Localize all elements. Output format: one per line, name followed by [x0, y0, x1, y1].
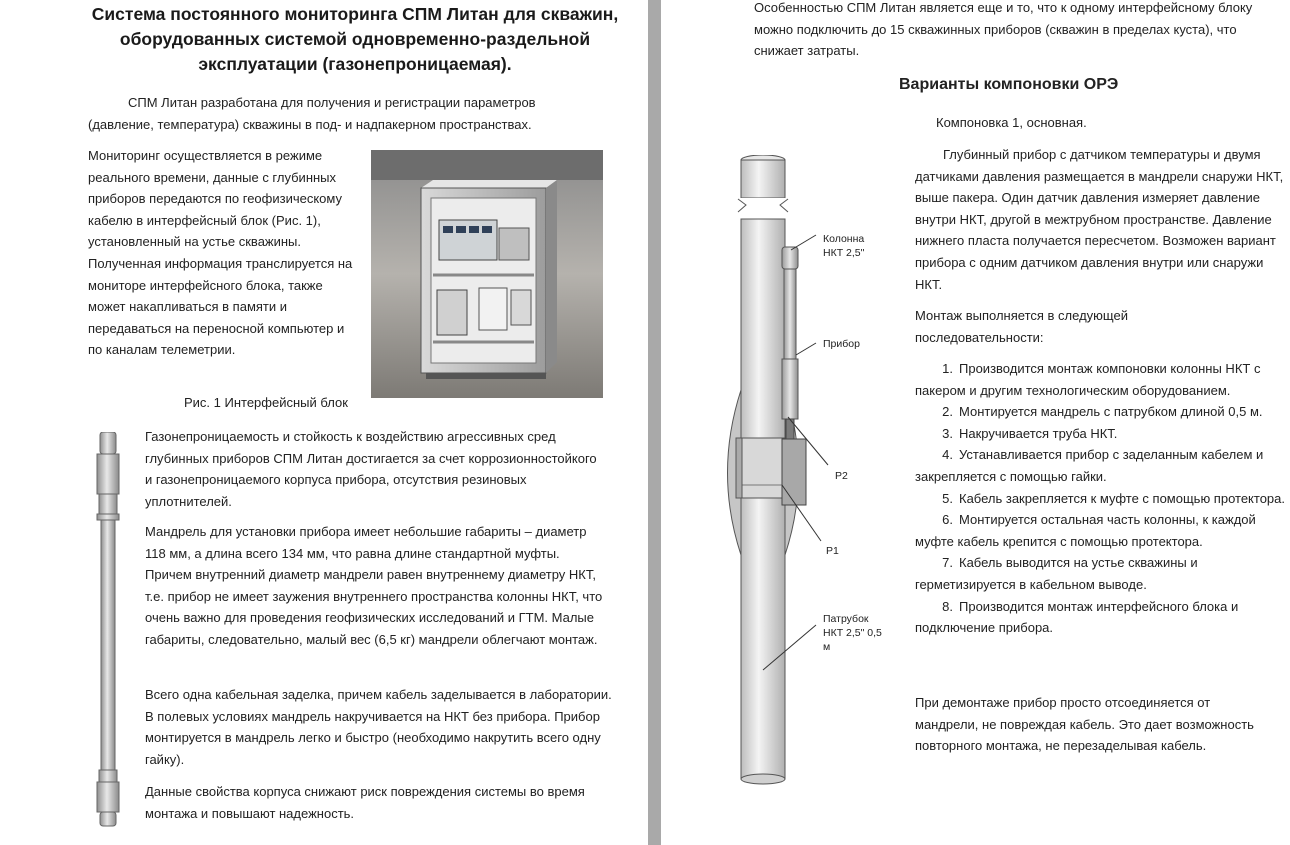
list-item	[915, 423, 1287, 445]
step-number: 6.	[942, 512, 953, 528]
list-item	[915, 401, 1287, 423]
interface-block-photo	[371, 150, 603, 398]
step-text: Кабель закрепляется к муфте с помощью протектора.	[959, 490, 1286, 506]
variants-heading: Варианты компоновки ОРЭ	[899, 76, 1119, 93]
cable-paragraph: Всего одна кабельная заделка, причем кабель заделывается в лаборатории. В полевых условиях мандрель накручивается на НКТ без прибора. Прибор монтируется в мандрель легко и быстро (необходимо накрутить всего одну гайку).	[145, 687, 612, 767]
step-text: Монтируется мандрель с патрубком длиной 0,5 м.	[959, 404, 1263, 420]
p1-label: Р1	[826, 545, 839, 557]
pipe-label: Патрубок НКТ 2,5" 0,5 м	[823, 613, 882, 653]
step-number: 5.	[942, 490, 953, 506]
list-item	[915, 596, 1287, 639]
step-number: 4.	[942, 447, 953, 463]
step-text: Кабель выводится на устье скважины и герметизируется в кабельном выводе.	[915, 555, 1198, 592]
mandrel-paragraph: Мандрель для установки прибора имеет небольшие габариты – диаметр 118 мм, а длина всего 134 мм, что равна длине стандартной муфты. Причем внутренний диаметр мандрели равен внутреннему диаметру НКТ, т.е. прибор не имеет заужения внутреннего пространства колонны НКТ, что очень важно для проведения геофизических исследований и ГТМ. Малые габариты, следовательно, малый вес (6,5 кг) мандрели облегчают монтаж.	[145, 524, 603, 647]
figure-caption: Рис. 1 Интерфейсный блок	[184, 395, 348, 410]
gas-tight-paragraph: Газонепроницаемость и стойкость к воздействию агрессивных сред глубинных приборов СПМ Литан достигается за счет коррозионностойкого и газонепроницаемого корпуса прибора, отсутствия резиновых уплотнителей.	[145, 429, 597, 509]
description-paragraph: Глубинный прибор с датчиком температуры и двумя датчиками давления размещается в мандрели снаружи НКТ, выше пакера. Один датчик давления измеряет давление внутри НКТ, другой в межтрубном пространстве. Давление нижнего пласта получается пересчетом. Возможен вариант прибора с одним датчиком давления внутри или снаружи НКТ.	[915, 147, 1284, 292]
feature-paragraph: Особенностью СПМ Литан является еще и то, что к одному интерфейсному блоку можно подключить до 15 скважинных приборов (скважин в пределах куста), что снижает затраты.	[754, 0, 1253, 59]
step-number: 8.	[942, 598, 953, 614]
device-label: Прибор	[823, 338, 860, 350]
right-page	[661, 0, 1290, 845]
p2-label: Р2	[835, 470, 848, 482]
step-number: 1.	[942, 361, 953, 376]
layout-subheading: Компоновка 1, основная.	[936, 115, 1087, 130]
step-number: 2.	[942, 404, 953, 420]
intro-paragraph: СПМ Литан разработана для получения и регистрации параметров (давление, температура) скважины в под- и надпакерном пространствах.	[88, 95, 536, 132]
list-item	[915, 444, 1287, 487]
step-number: 3.	[942, 425, 953, 441]
step-text: Производится монтаж компоновки колонны НКТ с пакером и другим технологическим оборудованием.	[915, 361, 1261, 398]
dismount-paragraph: При демонтаже прибор просто отсоединяется от мандрели, не повреждая кабель. Это дает возможность повторного монтажа, не перезаделывая кабель.	[915, 695, 1254, 754]
list-item	[915, 552, 1287, 595]
list-item	[915, 488, 1287, 510]
list-item	[915, 358, 1287, 401]
step-number: 7.	[942, 555, 953, 571]
step-text: Монтируется остальная часть колонны, к каждой муфте кабель крепится с помощью протектора.	[915, 512, 1256, 549]
step-text: Накручивается труба НКТ.	[959, 425, 1118, 441]
mounting-steps-list	[915, 358, 1287, 639]
page-gutter	[648, 0, 661, 845]
housing-paragraph: Данные свойства корпуса снижают риск повреждения системы во время монтажа и повышают надежность.	[145, 784, 585, 821]
device-illustration	[92, 432, 128, 830]
list-item	[915, 509, 1287, 552]
step-text: Устанавливается прибор с заделанным кабелем и закрепляется с помощью гайки.	[915, 447, 1264, 484]
monitoring-paragraph: Мониторинг осуществляется в режиме реального времени, данные с глубинных приборов передаются по геофизическому кабелю в интерфейсный блок (Рис. 1), установленный на устье скважины. Полученная информация транслируется на мониторе интерфейсного блока, также может накапливаться в памяти и передаваться на переносной компьютер и по каналам телеметрии.	[88, 148, 353, 358]
sequence-intro: Монтаж выполняется в следующей последовательности:	[915, 308, 1128, 345]
step-text: Производится монтаж интерфейсного блока и подключение прибора.	[915, 598, 1239, 636]
column-label: Колонна НКТ 2,5"	[823, 233, 865, 259]
document-title: Система постоянного мониторинга СПМ Литан для скважин, оборудованных системой одновременно-раздельной эксплуатации (газонепроницаемая).	[91, 4, 619, 74]
